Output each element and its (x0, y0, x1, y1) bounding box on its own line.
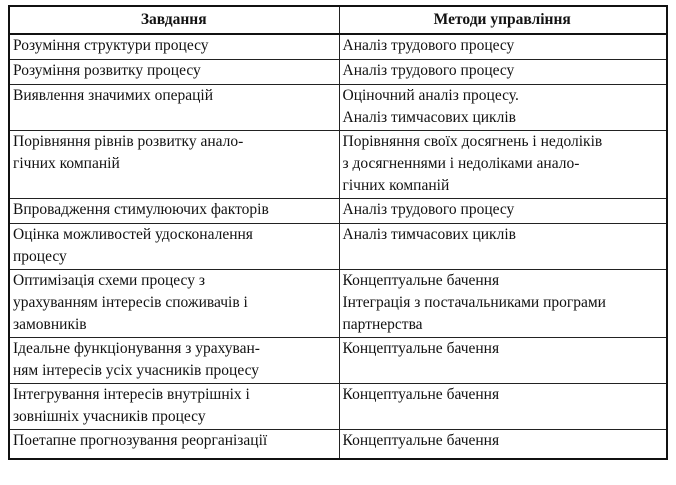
task-text-line: процесу (13, 247, 67, 265)
method-text-line: Оціночний аналіз процесу. (342, 86, 519, 104)
method-cell (339, 337, 667, 383)
method-cell (339, 198, 667, 223)
table-row (9, 59, 667, 84)
task-text-line: Порівняння рівнів розвитку анало- (13, 132, 244, 150)
table-row (9, 223, 667, 269)
task-text-line: Оптимізація схеми процесу з (13, 271, 205, 289)
table-row (9, 198, 667, 223)
task-text-line: Оцінка можливостей удосконалення (13, 225, 253, 243)
method-text-line: гічних компаній (342, 176, 450, 194)
task-text-line: замовників (13, 315, 87, 333)
method-text-line: Аналіз трудового процесу (342, 37, 515, 54)
method-text-line: Аналіз тимчасових циклів (342, 225, 516, 243)
method-text-line: Концептуальне бачення (342, 385, 500, 403)
task-text-line: Виявлення значимих операцій (13, 86, 214, 104)
method-text-line: партнерства (342, 315, 423, 333)
task-cell (9, 198, 339, 223)
table-row (9, 84, 667, 130)
method-text-line: з досягненнями і недоліками анало- (342, 154, 580, 172)
task-text-line: Розуміння структури процесу (13, 37, 209, 54)
method-text-line: Аналіз тимчасових циклів (342, 108, 516, 126)
method-cell (339, 429, 667, 459)
method-text-line: Інтеграція з постачальниками програми (342, 293, 606, 311)
method-cell (339, 84, 667, 130)
document-table-container (8, 5, 666, 460)
task-text-line: Ідеальне функціонування з урахуван- (13, 339, 260, 357)
task-cell (9, 383, 339, 429)
task-cell (9, 223, 339, 269)
method-text-line: Аналіз трудового процесу (342, 200, 515, 218)
method-cell (339, 383, 667, 429)
task-text-line: зовнішніх учасників процесу (13, 407, 206, 425)
table-row (9, 130, 667, 198)
method-cell (339, 269, 667, 337)
task-cell (9, 34, 339, 59)
header-tasks: Завдання (9, 6, 339, 34)
task-text-line: урахуванням інтересів споживачів і (13, 293, 248, 311)
tasks-methods-table (8, 5, 668, 460)
method-text-line: Концептуальне бачення (342, 339, 500, 357)
task-cell (9, 337, 339, 383)
task-text-line: ням інтересів усіх учасників процесу (13, 361, 260, 379)
table-row (9, 429, 667, 459)
method-text-line: Порівняння своїх досягнень і недоліків (342, 132, 603, 150)
table-header-row (9, 6, 667, 34)
table-row (9, 383, 667, 429)
method-cell (339, 130, 667, 198)
table-row (9, 337, 667, 383)
task-text-line: гічних компаній (13, 154, 120, 172)
task-text-line: Інтегрування інтересів внутрішніх і (13, 385, 250, 403)
method-cell (339, 223, 667, 269)
method-text-line: Концептуальне бачення (342, 271, 500, 289)
method-text-line: Концептуальне бачення (342, 431, 500, 449)
task-cell (9, 59, 339, 84)
method-cell (339, 59, 667, 84)
method-cell (339, 34, 667, 59)
task-text-line: Впровадження стимулюючих факторів (13, 200, 269, 218)
task-cell (9, 269, 339, 337)
task-cell (9, 130, 339, 198)
table-row (9, 269, 667, 337)
task-text-line: Поетапне прогнозування реорганізації (13, 431, 268, 449)
task-cell (9, 429, 339, 459)
task-cell (9, 84, 339, 130)
header-methods: Методи управління (339, 6, 667, 34)
method-text-line: Аналіз трудового процесу (342, 61, 515, 79)
table-row (9, 34, 667, 59)
task-text-line: Розуміння розвитку процесу (13, 61, 201, 79)
